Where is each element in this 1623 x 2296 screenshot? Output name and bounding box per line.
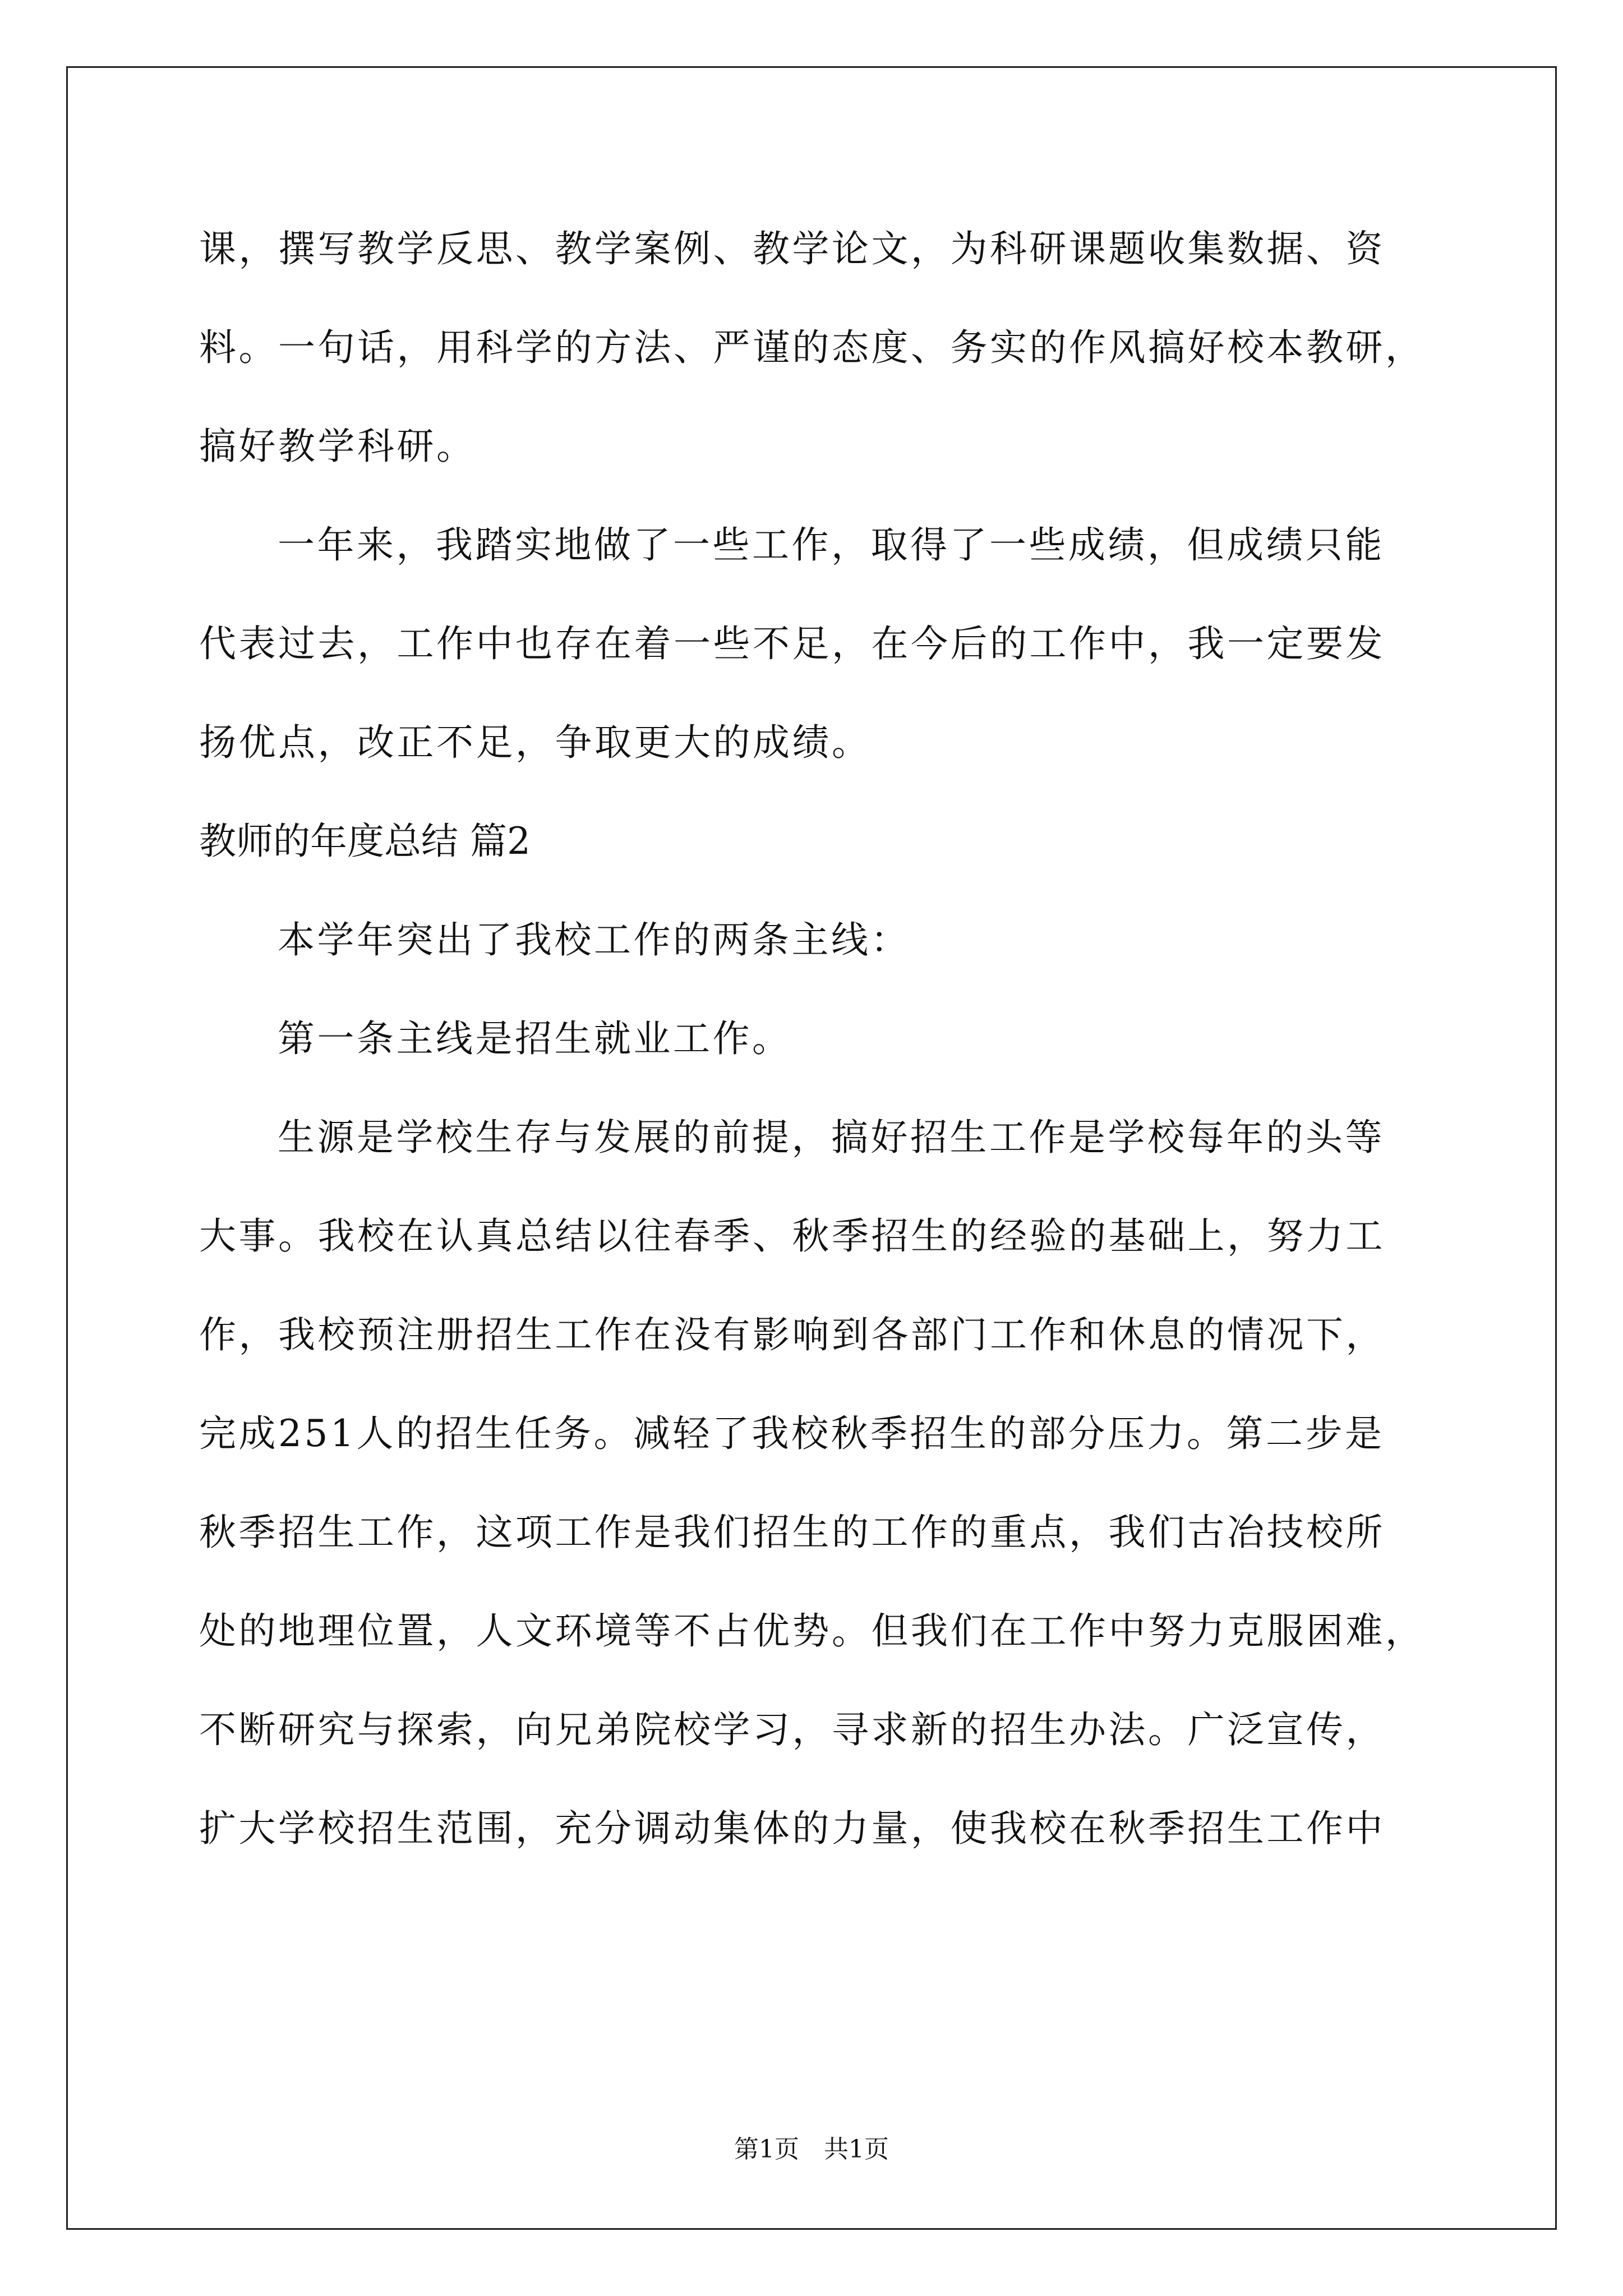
paragraph-line: 第一条主线是招生就业工作。 (278, 1017, 792, 1060)
paragraph-line: 课，撰写教学反思、教学案例、教学论文，为科研课题收集数据、资 (199, 227, 1385, 270)
paragraph-line: 秋季招生工作，这项工作是我们招生的工作的重点，我们古冶技校所 (199, 1511, 1385, 1554)
paragraph-line: 本学年突出了我校工作的两条主线： (278, 918, 910, 961)
paragraph-line: 作，我校预注册招生工作在没有影响到各部门工作和休息的情况下， (199, 1313, 1385, 1356)
page-footer: 第1页 共1页 (734, 2135, 889, 2164)
paragraph-line: 大事。我校在认真总结以往春季、秋季招生的经验的基础上，努力工 (199, 1214, 1385, 1258)
paragraph-line: 搞好教学科研。 (199, 425, 476, 468)
paragraph-line: 料。一句话，用科学的方法、严谨的态度、务实的作风搞好校本教研， (199, 326, 1425, 369)
paragraph-line: 一年来，我踏实地做了一些工作，取得了一些成绩，但成绩只能 (278, 523, 1385, 567)
section-heading: 教师的年度总结 篇2 (199, 820, 531, 863)
paragraph-line: 代表过去，工作中也存在着一些不足，在今后的工作中，我一定要发 (199, 622, 1385, 665)
paragraph-line: 生源是学校生存与发展的前提，搞好招生工作是学校每年的头等 (278, 1116, 1385, 1159)
paragraph-line: 不断研究与探索，向兄弟院校学习，寻求新的招生办法。广泛宣传， (199, 1708, 1385, 1751)
paragraph-line: 扬优点，改正不足，争取更大的成绩。 (199, 721, 872, 764)
paragraph-line: 完成251人的招生任务。减轻了我校秋季招生的部分压力。第二步是 (199, 1412, 1385, 1455)
paragraph-line: 处的地理位置，人文环境等不占优势。但我们在工作中努力克服困难， (199, 1609, 1425, 1653)
paragraph-line: 扩大学校招生范围，充分调动集体的力量，使我校在秋季招生工作中 (199, 1807, 1385, 1850)
